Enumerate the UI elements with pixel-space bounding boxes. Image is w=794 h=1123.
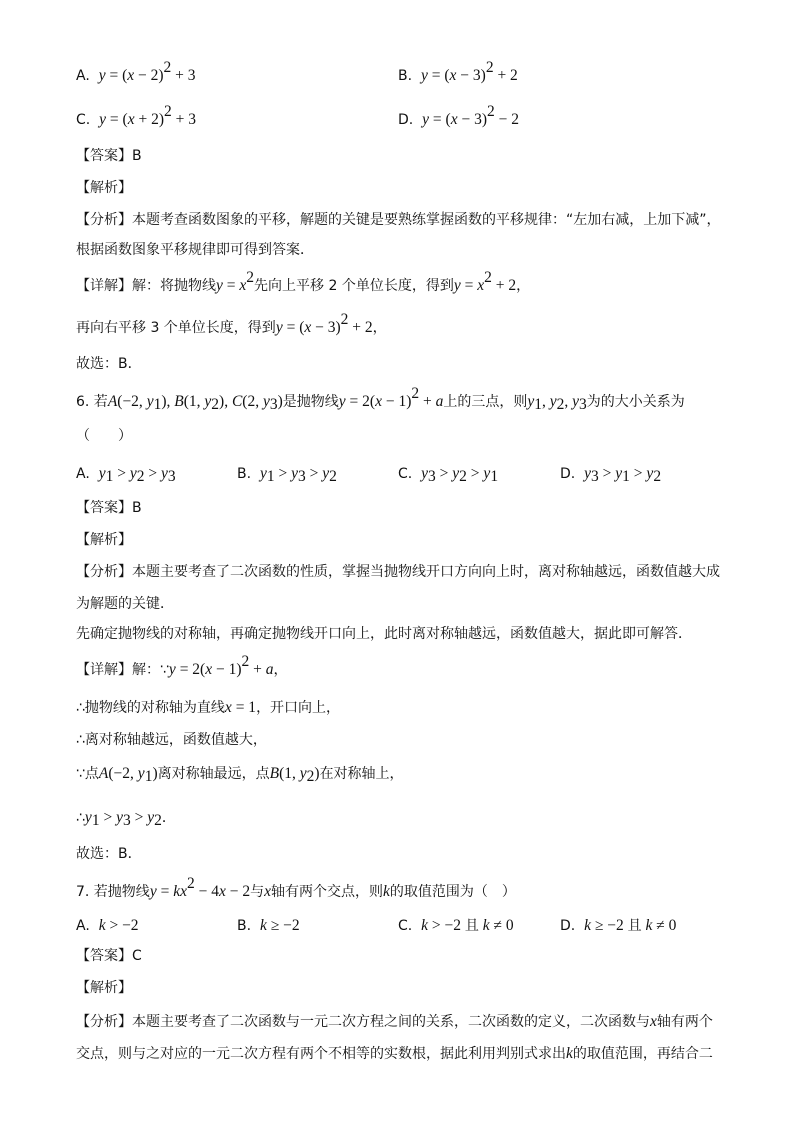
q7-stem: 7. 若抛物线$y = kx^2 - 4x - 2$与x轴有两个交点，则k的取值范围为（ ） xyxy=(76,875,516,900)
q6-analysis-line1: 【分析】本题主要考查了二次函数的性质，掌握当抛物线开口方向向上时，离对称轴越远，函数值越大成 xyxy=(76,564,720,580)
q6-analysis-line3: 先确定抛物线的对称轴，再确定抛物线开口向上，此时离对称轴越远，函数值越大，据此即可解答． xyxy=(76,626,692,642)
q7-answer: 【答案】C xyxy=(76,948,142,964)
q6-analysis-label: 【解析】 xyxy=(76,532,132,548)
q7-analysis-line1: 【分析】本题主要考查了二次函数与一元二次方程之间的关系，二次函数的定义，二次函数与x轴有两个 xyxy=(76,1013,713,1030)
q6-stem: 6. 若A(−2, $y_1$), B(1, $y_2$), C(2, $y_3$)是抛物线$y = 2(x - 1)^2 + a$上的三点，则$y_1$, $y_2$, $y_3$为的大小关系为 xyxy=(76,385,685,413)
q7-option-a: A. k > −2 xyxy=(76,917,139,934)
q5-detail-line2: 再向右平移 3 个单位长度，得到$y = (x - 3)^2 + 2$， xyxy=(76,311,387,336)
q6-detail-line1: 【详解】解：∵y = $2(x - 1)^2 + a$， xyxy=(76,653,288,678)
q6-choice: 故选：B． xyxy=(76,846,142,862)
q7-option-d: D. k ≥ −2 且 k ≠ 0 xyxy=(560,917,677,934)
q7-analysis-line2: 交点，则与之对应的一元二次方程有两个不相等的实数根，据此利用判别式求出k的取值范围，再结合二 xyxy=(76,1045,713,1062)
q7-analysis-label: 【解析】 xyxy=(76,980,132,996)
q5-option-d: D. $y = (x - 3)^2 - 2$ xyxy=(398,103,519,128)
q6-analysis-line2: 为解题的关键． xyxy=(76,596,174,612)
q6-option-d: D. $y_3 > y_1 > y_2$ xyxy=(560,465,662,485)
q5-analysis-line2: 根据函数图象平移规律即可得到答案． xyxy=(76,242,314,258)
q5-answer: 【答案】B xyxy=(76,148,142,164)
q5-detail-line1: 【详解】解：将抛物线$y = x^2$先向上平移 2 个单位长度，得到$y = x^2 + 2$， xyxy=(76,269,531,294)
q7-option-c: C. k > −2 且 k ≠ 0 xyxy=(398,917,514,934)
q6-step4: $\therefore y_1 > y_3 > y_2$． xyxy=(76,809,176,829)
q5-option-a: A. $y = (x - 2)^2 + 3$ xyxy=(76,59,196,84)
q5-analysis-line1: 【分析】本题考查函数图象的平移，解题的关键是要熟练掌握函数的平移规律：“左加右减，上加下减”， xyxy=(76,212,721,228)
q7-option-b: B. k ≥ −2 xyxy=(237,917,300,934)
q6-step3: ∵点A(−2, $y_1$)离对称轴最远，点B(1, $y_2$)在对称轴上， xyxy=(76,765,404,785)
q6-answer: 【答案】B xyxy=(76,500,142,516)
q5-analysis-label: 【解析】 xyxy=(76,180,132,196)
q6-step2: ∴离对称轴越远，函数值越大， xyxy=(76,732,267,748)
q5-choice: 故选：B． xyxy=(76,356,142,372)
q6-option-c: C. $y_3 > y_2 > y_1$ xyxy=(398,465,499,485)
q5-option-c: C. $y = (x + 2)^2 + 3$ xyxy=(76,103,196,128)
q5-option-b: B. $y = (x - 3)^2 + 2$ xyxy=(398,59,518,84)
q6-option-a: A. $y_1 > y_2 > y_3$ xyxy=(76,465,176,485)
q6-step1: ∴抛物线的对称轴为直线x = 1，开口向上， xyxy=(76,699,341,716)
q6-paren: （ ） xyxy=(76,428,132,444)
q6-option-b: B. $y_1 > y_3 > y_2$ xyxy=(237,465,337,485)
